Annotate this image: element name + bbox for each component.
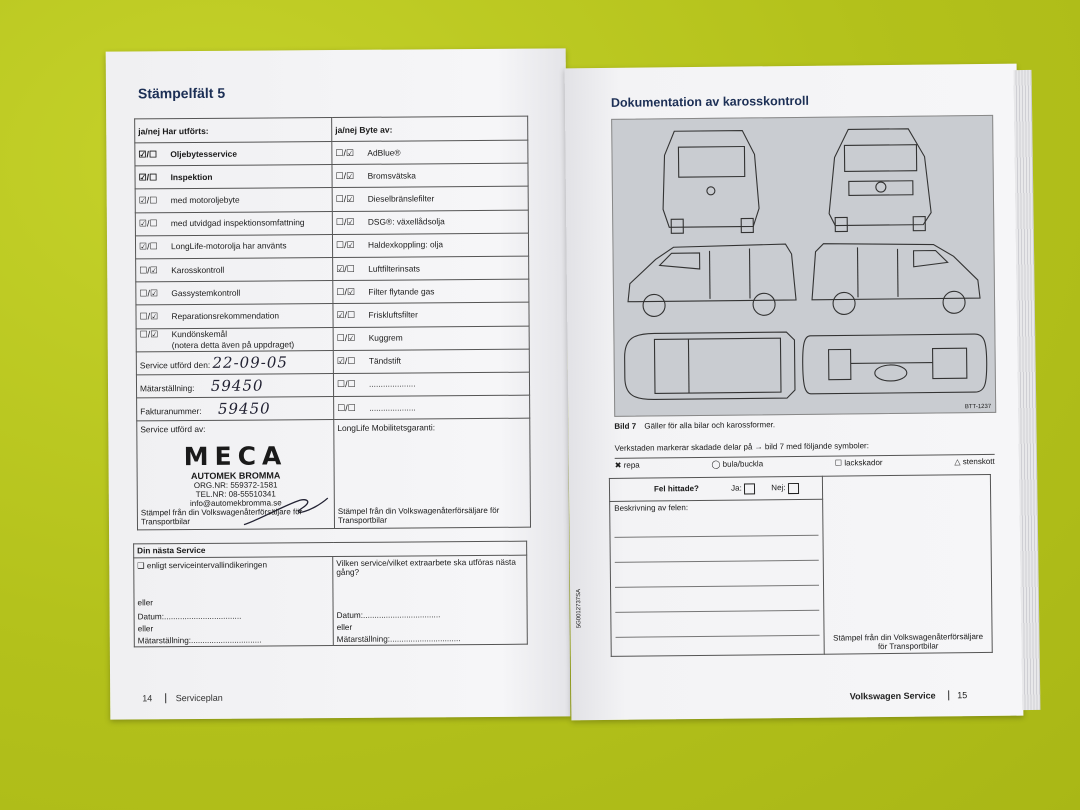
yes-checkbox[interactable] (744, 483, 755, 494)
right-footer: Volkswagen Service 15 (849, 690, 968, 702)
next-service-title: Din nästa Service (134, 541, 527, 558)
found-damage-cell: Fel hittade? Ja: Nej: (609, 476, 822, 501)
document-code: 5G0012737SA (576, 588, 583, 629)
checkbox-pair[interactable]: ☐/☑ (139, 311, 159, 322)
replaced-item: ☐/☑ Dieselbränslefilter (332, 187, 528, 212)
checkbox-pair[interactable]: ☐/☑ (336, 332, 356, 344)
performed-item: ☑/☐ med utvidgad inspektionsomfattning (135, 211, 332, 236)
column-header-replaced: ja/nej Byte av: (332, 116, 528, 141)
replaced-item: ☑/☐ Friskluftsfilter (333, 302, 529, 327)
table-row (136, 326, 529, 352)
performed-item: ☐/☑ Gassystemkontroll (136, 281, 333, 306)
checkbox-pair[interactable]: ☐/☑ (139, 329, 159, 340)
checkbox-pair[interactable]: ☑/☐ (336, 309, 356, 320)
blank-cell-2: ☐/☐ .................... (334, 395, 530, 420)
performed-item: ☑/☐ LongLife-motorolja har använts (135, 234, 332, 259)
van-outline-icon (612, 116, 995, 416)
table-row (136, 302, 529, 328)
dealer-stamp-cell: Service utförd av: MECA AUTOMEK BROMMA ORG.NR: 559372-1581 TEL.NR: 08-55510341 info@automekbromma.se Stämpel från din Volkswagenåterförsäljare för Transportbilar (137, 420, 335, 530)
checkbox-pair[interactable]: ☑/☐ (138, 195, 158, 206)
legend-dent: ◯ bula/buckla (711, 459, 764, 469)
next-service-left: ❑ enligt serviceintervallindikeringen eller Datum:.................................. eller Mätarställning:............................... (134, 557, 334, 647)
legend-chip: △ stenskott (954, 456, 995, 467)
meca-logo: MECA (183, 441, 288, 472)
checkbox-pair[interactable]: ☑/☐ (138, 218, 158, 229)
damage-table (609, 474, 993, 657)
handwritten-invoice: 59450 (217, 399, 271, 418)
right-page (565, 64, 1024, 721)
invoice-cell: Fakturanummer: 59450 (137, 397, 334, 422)
damage-description: Beskrivning av felen: (610, 499, 825, 656)
performed-item: ☐/☑ Kundönskemål (notera detta även på uppdraget) (136, 327, 333, 352)
replaced-item: ☐/☑ Haldexkoppling: olja (332, 233, 528, 258)
checkbox-pair[interactable]: ☑/☐ (336, 263, 355, 274)
replaced-item: ☐/☑ Filter flytande gas (333, 279, 529, 304)
checkbox-pair[interactable]: ☑/☐ (139, 241, 158, 252)
handwritten-mileage: 59450 (210, 376, 264, 395)
left-page (106, 48, 571, 719)
handwritten-date: 22-09-05 (212, 353, 288, 372)
table-row (135, 187, 528, 213)
performed-item: ☑/☐ med motoroljebyte (135, 188, 332, 213)
checkbox-pair[interactable]: ☑/☐ (138, 148, 158, 159)
replaced-item: ☑/☐ Luftfilterinsats (333, 256, 529, 281)
checkbox-pair[interactable]: ☐/☑ (336, 286, 356, 297)
replaced-item: ☐/☑ DSG®: växellådsolja (332, 210, 528, 235)
blank-cell-1: ☐/☐ .................... (333, 372, 529, 397)
next-service-right: Vilken service/vilket extraarbete ska utföras nästa gång? Datum:.................................. eller Mätarställning:............................... (333, 555, 528, 645)
service-date-cell: Service utförd den: 22-09-05 (136, 350, 333, 375)
service-stamp-table (134, 116, 531, 531)
checkbox-pair[interactable]: ☐/☑ (335, 147, 355, 158)
next-service-table (133, 541, 528, 648)
left-footer: 14 Serviceplan (142, 692, 223, 704)
page-title-right: Dokumentation av karosskontroll (610, 93, 809, 110)
tandstift-cell: ☑/☐ Tändstift (333, 349, 529, 374)
column-header-performed: ja/nej Har utförts: (135, 118, 332, 143)
replaced-item: ☐/☑ Bromsvätska (332, 163, 528, 188)
table-row (136, 279, 529, 305)
replaced-item: ☐/☑ Kuggrem (333, 326, 529, 351)
legend-scratch: ✖ repa (614, 460, 640, 470)
table-row (135, 163, 528, 189)
figure-caption: Bild 7 Gäller för alla bilar och karossformer. (614, 420, 776, 431)
dealer-stamp: MECA AUTOMEK BROMMA ORG.NR: 559372-1581 TEL.NR: 08-55510341 info@automekbromma.se (140, 441, 330, 508)
performed-item: ☐/☑ Karosskontroll (136, 257, 333, 282)
page-title: Stämpelfält 5 (137, 84, 226, 102)
checkbox-pair[interactable]: ☐/☑ (335, 193, 355, 204)
no-checkbox[interactable] (788, 482, 799, 493)
performed-item: ☑/☐ Oljebytesservice (135, 142, 332, 167)
symbol-legend (615, 454, 995, 470)
table-row (135, 210, 528, 236)
performed-item: ☐/☑ Reparationsrekommendation (136, 304, 333, 329)
description-lines (614, 511, 819, 638)
table-row (136, 256, 529, 282)
mobility-cell: LongLife Mobilitetsgaranti: Stämpel från din Volkswagenåterförsäljare för Transportbilar (334, 418, 531, 528)
checkbox-pair[interactable]: ☐/☑ (139, 287, 159, 299)
table-row (135, 233, 528, 259)
mileage-cell: Mätarställning: 59450 (136, 373, 333, 398)
checkbox-pair[interactable]: ☐/☑ (335, 170, 355, 181)
symbol-instructions: Verkstaden markerar skadade delar på → bild 7 med följande symboler: (614, 441, 869, 453)
checkbox-pair[interactable]: ☐/☑ (335, 240, 355, 251)
vehicle-diagram: BTT-1237 (611, 115, 996, 417)
dealer-stamp-right: Stämpel från din Volkswagenåterförsäljare för Transportbilar (822, 474, 992, 654)
checkbox-pair[interactable]: ☐/☑ (139, 264, 158, 275)
checkbox-pair[interactable]: ☑/☐ (138, 172, 158, 183)
checkbox-pair[interactable]: ☐/☑ (335, 217, 355, 228)
replaced-item: ☐/☑ AdBlue® (332, 140, 528, 165)
legend-paint: ☐ lackskador (834, 458, 883, 468)
table-row (135, 140, 528, 166)
performed-item: ☑/☐ Inspektion (135, 165, 332, 190)
